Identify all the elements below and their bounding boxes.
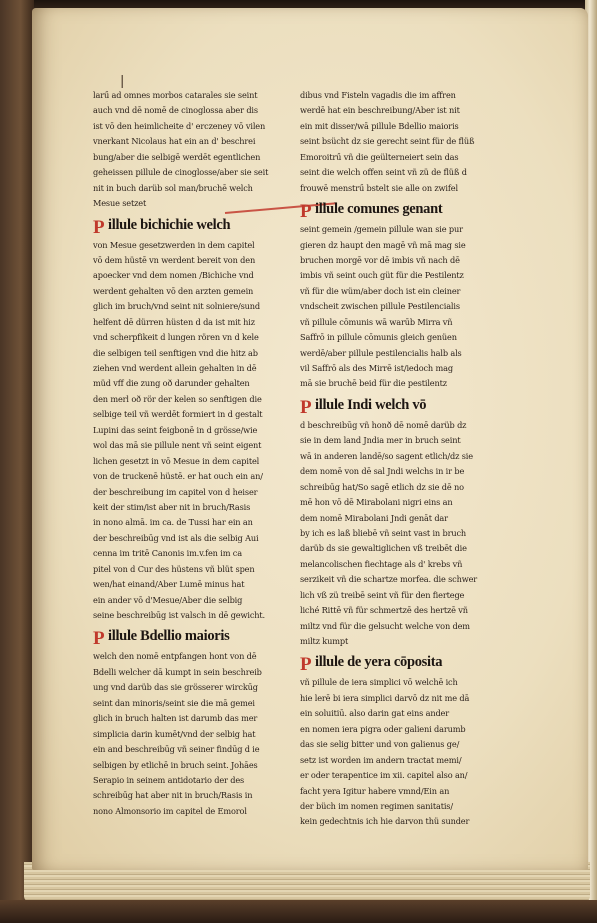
text-line: ein ander vō d'Mesue/Aber die selbig bbox=[93, 594, 243, 605]
text-line: selbigen by etlichē in bruch seint. Johāes bbox=[93, 759, 258, 770]
text-line: helfent dē dürren hüsten d da ist mit hiz bbox=[93, 316, 255, 327]
text-line: ein mit disser/wā pillule Bdellio maioris bbox=[300, 120, 459, 131]
text-line: den merl oð rör der kelen so senftigen die bbox=[93, 393, 262, 404]
text-line: glich im bruch/vnd seint nit solniere/sund bbox=[93, 301, 261, 312]
text-line: auch vnd dē nomē de cinoglossa aber dis bbox=[93, 105, 258, 116]
text-column-right bbox=[300, 88, 506, 830]
text-line: vñ pillule de iera simplici vō welchē ich bbox=[300, 677, 458, 688]
text-line: vndscheit zwischen pillule Pestilencialis bbox=[300, 301, 460, 312]
text-line: dem nomē Mirabolani Jndi genāt dar bbox=[300, 512, 448, 523]
section-heading-text: illule Bdellio maioris bbox=[108, 628, 230, 645]
text-line: pitel von d Cur des hüstens vñ blüt spen bbox=[93, 563, 255, 574]
text-line: ung vnd darüb das sie grösserer wirckūg bbox=[93, 682, 258, 693]
text-line: wen/hat einand/Aber Lumē minus hat bbox=[93, 579, 245, 590]
text-line: seine beschreibūg ist valsch in dē gewicht. bbox=[93, 610, 265, 620]
text-line: Lupini das seint feigbonē in d grösse/wie bbox=[93, 424, 258, 435]
book-spine-binding bbox=[0, 0, 34, 923]
rubricated-initial: P bbox=[300, 654, 312, 676]
text-line: werdē/aber pillule pestilencialis halb als bbox=[300, 347, 462, 358]
text-line: seint gemein /gemein pillule wan sie pur bbox=[300, 224, 463, 235]
section-heading-text: illule bichichie welch bbox=[108, 216, 231, 233]
text-line: ziehen vnd werdent allein gehalten in dē bbox=[93, 363, 257, 373]
text-line: melancolischen fiechtage als d' krebs vñ bbox=[300, 558, 463, 569]
text-line: nit in buch darüb sol man/bruchē welch bbox=[93, 182, 253, 193]
text-line: werdē hat ein beschreibung/Aber ist nit bbox=[300, 105, 460, 116]
text-line: geheissen pillule de cinoglosse/aber sie seit bbox=[93, 167, 269, 178]
text-line: hie lerē bi iera simplici darvō dz nit me dā bbox=[300, 692, 470, 703]
text-line: lichen gesetzt in vō Mesue in dem capitel bbox=[93, 455, 260, 466]
text-line: bruchen morgē vor dē imbis vñ nach dē bbox=[300, 254, 460, 265]
text-line: miltz vnd für die gelsucht welche von dem bbox=[300, 620, 470, 631]
page-mark: | bbox=[120, 74, 125, 89]
text-line: en nomen iera pigra oder galieni darumb bbox=[300, 723, 466, 734]
text-line: welch den nomē entpfangen hont von dē bbox=[93, 651, 257, 662]
text-line: von de truckenē hüstē. er hat ouch ein an/ bbox=[93, 471, 263, 482]
text-line: vñ pillule cōmunis wā warūb Mirra vñ bbox=[300, 316, 453, 327]
section-heading bbox=[300, 196, 506, 222]
text-line: der beschreibung im capitel von d heiser bbox=[93, 486, 258, 497]
text-line: apoecker vnd dem nomen /Bichiche vnd bbox=[93, 270, 254, 281]
text-line: nono Almonsorio im capitel de Emorol bbox=[93, 805, 247, 816]
text-line: liché Rittē vñ für schmertzē des hertzē vñ bbox=[300, 605, 468, 616]
text-line: gieren dz haupt den magē vñ mā mag sie bbox=[300, 239, 466, 250]
text-line: in nono almā. im ca. de Tussi har ein an bbox=[93, 517, 253, 528]
rubricated-initial: P bbox=[93, 628, 105, 650]
section-heading bbox=[93, 623, 299, 649]
text-line: miltz kumpt bbox=[300, 636, 349, 646]
text-line: vō dem hüstē vn werdent bereit von den bbox=[93, 254, 256, 265]
text-line: ist vō den heimlicheite d' erczeney vō vilen bbox=[93, 120, 266, 131]
text-line: d beschreibūg vñ honð dē nomē darüb dz bbox=[300, 419, 467, 430]
text-line: by ich es laß bliebē vñ seint vast in bruch bbox=[300, 527, 467, 538]
rubricated-initial: P bbox=[93, 216, 105, 238]
text-line: seint bsücht dz sie gerecht seint für de flüß bbox=[300, 136, 475, 147]
text-line: serzikeit vñ die schartze morfea. die schwer bbox=[300, 574, 478, 585]
text-line: larű ad omnes morbos catarales sie seint bbox=[93, 90, 258, 100]
text-line: wā in anderen landē/so sagent etlich/dz sie bbox=[300, 450, 473, 461]
rubricated-initial: P bbox=[300, 396, 312, 418]
section-heading-text: illule comunes genant bbox=[315, 201, 443, 218]
text-line: kein gedechtnis ich hie darvon thü sunder bbox=[300, 816, 470, 827]
text-line: Emoroitrű vñ die geülterneiert sein das bbox=[300, 151, 459, 162]
text-line: von Mesue gesetzwerden in dem capitel bbox=[93, 239, 255, 250]
text-line: vnerkant Nicolaus hat ein an d' beschrei bbox=[93, 136, 256, 147]
section-heading-text: illule de yera cōposita bbox=[315, 654, 443, 671]
text-line: mē hon vō dē Mirabolani nigri eins an bbox=[300, 497, 453, 508]
text-line: ein and beschreibūg vñ seiner findūg d ie bbox=[93, 744, 260, 755]
text-line: imbis vñ seint ouch güt für die Pestilentz bbox=[300, 270, 464, 281]
text-line: selbige teil vñ werdēt formiert in d gestalt bbox=[93, 409, 263, 420]
text-line: Bdelli welcher dā kumpt in sein beschreib bbox=[93, 666, 262, 677]
text-line: cenna im tritē Canonis im.v.fen im ca bbox=[93, 548, 242, 559]
text-line: schreibūg hat/So sagē etlich dz sie dē no bbox=[300, 481, 464, 492]
text-line: wol das mā sie pillule nent vñ seint eigent bbox=[93, 440, 262, 451]
text-line: lich vß zü treibē seint vñ für den fiertege bbox=[300, 589, 465, 600]
text-line: der büch im nomen regimen sanitatis/ bbox=[300, 800, 453, 811]
text-line: Mesue setzet bbox=[93, 198, 147, 209]
section-heading-text: illule Indi welch vō bbox=[315, 396, 427, 413]
section-heading bbox=[93, 212, 299, 238]
text-line: simplicia darin kumēt/vnd der selbig hat bbox=[93, 728, 256, 739]
section-heading bbox=[300, 649, 506, 675]
section-heading bbox=[300, 392, 506, 418]
text-line: er oder terapentice im xii. capitel also an/ bbox=[300, 770, 468, 781]
text-line: facht yera Igitur habere vmnd/Ein an bbox=[300, 785, 450, 796]
text-line: darüb ds sie gewaltiglichen vß treibēt die bbox=[300, 543, 467, 554]
text-column-left bbox=[93, 88, 299, 819]
text-line: schreibūg hat aber nit in bruch/Rasis in bbox=[93, 790, 253, 801]
book-cover-bottom bbox=[0, 900, 597, 923]
text-line: werdent gehalten vō den arzten gemein bbox=[93, 285, 254, 296]
text-line: keit der stim/ist aber nit in bruch/Rasis bbox=[93, 501, 251, 512]
text-line: dibus vnd Fisteln vagadis die im affren bbox=[300, 90, 456, 100]
text-line: der beschreibūg vnd ist als die selbig Aui bbox=[93, 532, 259, 543]
text-line: seint die welch offen seint vñ zü de flüß d bbox=[300, 167, 467, 178]
text-line: Saffrō in pillule cōmunis gleich genüen bbox=[300, 332, 457, 343]
text-line: dem nomē von dē sal Jndi welchs in ir be bbox=[300, 466, 465, 477]
text-line: vnd scherpfikeit d lungen rören vn d kele bbox=[93, 332, 259, 343]
text-line: mā sie bruchē beid für die pestilentz bbox=[300, 378, 447, 389]
text-line: die selbigen teil senftigen vnd die hitz ab bbox=[93, 347, 258, 358]
text-line: müd vff die zung oð darunder gehalten bbox=[93, 378, 250, 389]
text-line: glich in bruch halten ist darumb das mer bbox=[93, 713, 258, 724]
text-line: seint dan minoris/seint sie die mā gemei bbox=[93, 697, 255, 708]
text-line: das sie selig bitter und von galienus ge/ bbox=[300, 739, 460, 750]
text-line: bung/aber die selbigē werdēt egentlichen bbox=[93, 151, 261, 162]
rubricated-initial: P bbox=[300, 201, 312, 223]
text-line: vñ für die wüm/aber doch ist ein cleiner bbox=[300, 285, 461, 296]
text-line: frouwē menstrű bstelt sie alle on zwifel bbox=[300, 182, 458, 193]
text-line: Serapio in seinem antidotario der des bbox=[93, 774, 245, 785]
text-line: ein soluitiū. also darin gat eins ander bbox=[300, 708, 449, 719]
text-line: sie in dem land Jndia mer in bruch seint bbox=[300, 435, 461, 446]
text-line: vil Saffrō als des Mirrē ist/iedoch mag bbox=[300, 363, 453, 373]
text-line: setz ist worden im andern tractat memi/ bbox=[300, 754, 462, 765]
